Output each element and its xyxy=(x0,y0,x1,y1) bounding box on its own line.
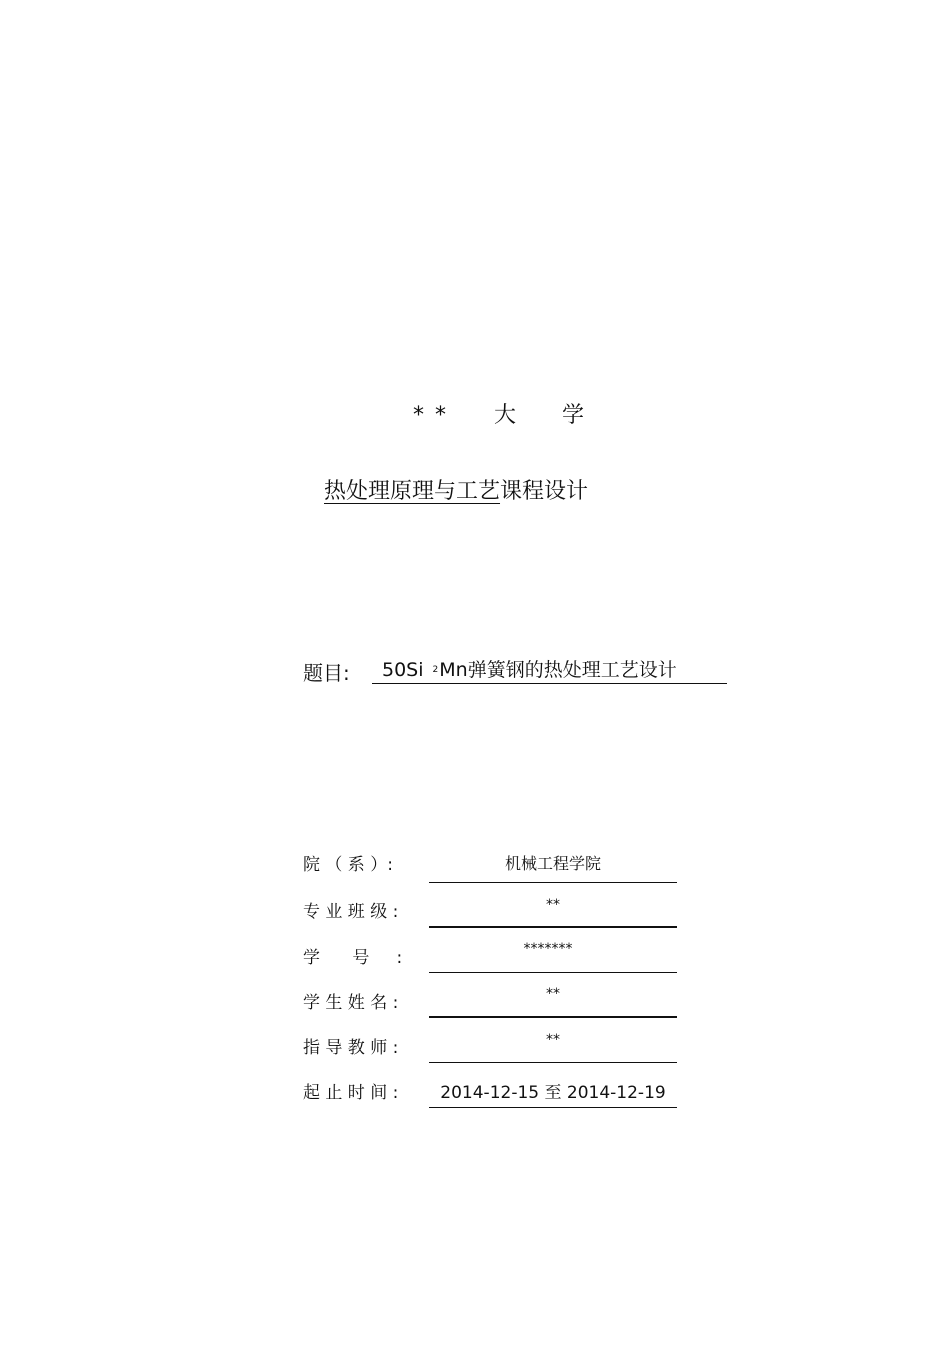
period-underline xyxy=(429,1107,677,1108)
name-value: ** xyxy=(546,986,560,1002)
department-label: 院 （ 系 ）: xyxy=(303,855,393,875)
subject-value-part1: 50Si xyxy=(382,659,424,681)
course-title-rest: 课程设计 xyxy=(500,479,589,504)
course-title-underlined: 热处理原理与工艺 xyxy=(324,479,501,504)
student-id-underline xyxy=(429,972,677,973)
subject-label: 题目: xyxy=(303,661,350,685)
student-id-label: 学 号 : xyxy=(303,948,403,968)
name-label: 学 生 姓 名 : xyxy=(303,993,399,1013)
class-label: 专 业 班 级 : xyxy=(303,902,399,922)
subject-value-part2: Mn弹簧钢的热处理工艺设计 xyxy=(439,659,677,681)
subject-value-subscript: 2 xyxy=(432,665,439,675)
university-char-2: 学 xyxy=(562,403,587,428)
course-title xyxy=(324,474,588,505)
department-value: 机械工程学院 xyxy=(504,854,601,873)
university-title xyxy=(413,398,586,429)
department-underline xyxy=(429,882,677,883)
class-value: ** xyxy=(546,897,560,913)
subject-value xyxy=(372,657,727,684)
student-id-value: ******* xyxy=(523,941,573,957)
advisor-underline xyxy=(429,1062,677,1063)
advisor-label: 指 导 教 师 : xyxy=(303,1038,399,1058)
name-underline xyxy=(429,1016,677,1018)
period-value: 2014-12-15 至 2014-12-19 xyxy=(440,1083,666,1103)
university-char-1: 大 xyxy=(494,403,519,428)
university-stars: * * xyxy=(413,403,448,428)
advisor-value: ** xyxy=(546,1032,560,1048)
period-label: 起 止 时 间 : xyxy=(303,1083,399,1103)
class-underline xyxy=(429,926,677,928)
